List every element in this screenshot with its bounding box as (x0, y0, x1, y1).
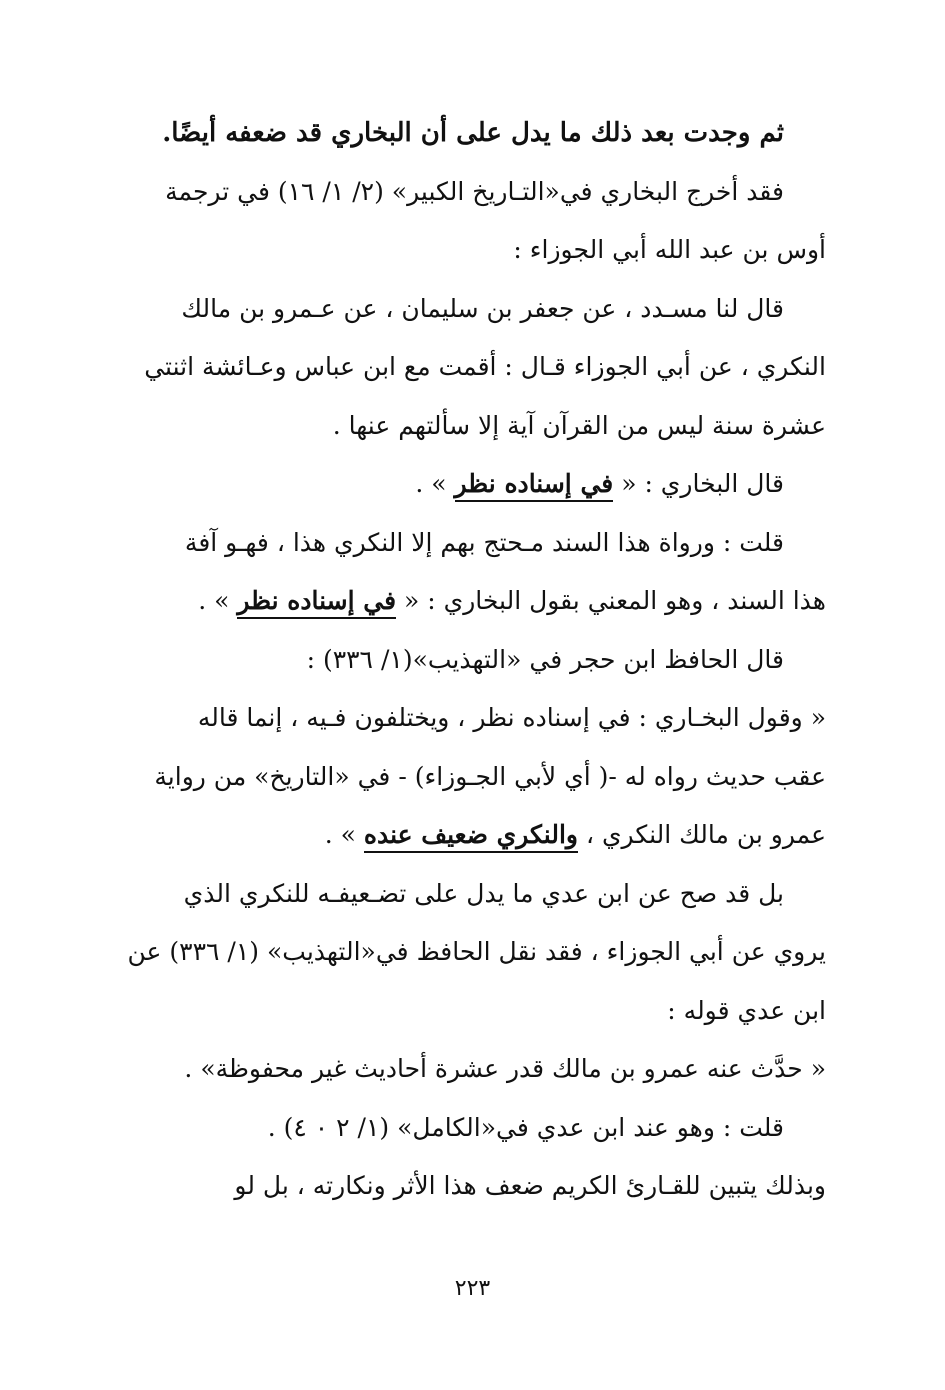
underlined-phrase: والنكري ضعيف عنده (364, 820, 578, 853)
text-run: » . (198, 586, 238, 615)
text-run: هذا السند ، وهو المعني بقول البخاري : « (396, 586, 826, 615)
page-number: ٢٢٣ (454, 1276, 491, 1301)
paragraph-line: قلت : وهو عند ابن عدي في«الكامل» (١/ ٢ ٠ ٤) . (267, 1112, 784, 1142)
page-text (108, 104, 826, 1216)
section-heading: ثم وجدت بعد ذلك ما يدل على أن البخاري قد ضعفه أيضًا. (162, 118, 784, 148)
quote-line (108, 806, 826, 865)
quote-line: قال لنا مسـدد ، عن جعفر بن سليمان ، عن عـمرو بن مالك (181, 293, 784, 323)
text-run: » . (324, 820, 364, 849)
paragraph-line: يروي عن أبي الجوزاء ، فقد نقل الحافظ في«التهذيب» (١/ ٣٣٦) عن (127, 937, 826, 966)
remark-close: » . (415, 469, 455, 498)
quote-line: عشرة سنة ليس من القرآن آية إلا سألتهم عنها . (332, 410, 826, 440)
quote-line: عقب حديث رواه له -( أي لأبي الجـوزاء) - في «التاريخ» من رواية (154, 761, 826, 791)
quote-line: « وقول البخـاري : في إسناده نظر ، ويختلفون فـيه ، إنما قاله (197, 703, 826, 732)
underlined-phrase: في إسناده نظر (237, 586, 396, 619)
paragraph-line: أوس بن عبد الله أبي الجوزاء : (513, 235, 826, 264)
paragraph-line: بل قد صح عن ابن عدي ما يدل على تضـعيفـه للنكري الذي (183, 878, 784, 908)
bukhari-remark (108, 455, 826, 514)
underlined-phrase: في إسناده نظر (455, 469, 614, 502)
paragraph-line: فقد أخرج البخاري في«التـاريخ الكبير» (٢/ ١/ ١٦) في ترجمة (165, 176, 784, 206)
quote-line: النكري ، عن أبي الجوزاء قـال : أقمت مع ابن عباس وعـائشة اثنتي (144, 352, 826, 381)
paragraph-line (108, 572, 826, 631)
paragraph-line: وبذلك يتبين للقـارئ الكريم ضعف هذا الأثر ونكارته ، بل لو (234, 1171, 826, 1200)
paragraph-line: قال الحافظ ابن حجر في «التهذيب»(١/ ٣٣٦) : (306, 644, 784, 674)
quote-line: « حدَّث عنه عمرو بن مالك قدر عشرة أحاديث غير محفوظة» . (184, 1054, 826, 1083)
paragraph-line: ابن عدي قوله : (667, 995, 826, 1025)
paragraph-line: قلت : ورواة هذا السند مـحتج بهم إلا النكري هذا ، فهـو آفة (184, 527, 784, 557)
text-run: عمرو بن مالك النكري ، (578, 820, 826, 849)
remark-open: قال البخاري : « (613, 469, 784, 498)
